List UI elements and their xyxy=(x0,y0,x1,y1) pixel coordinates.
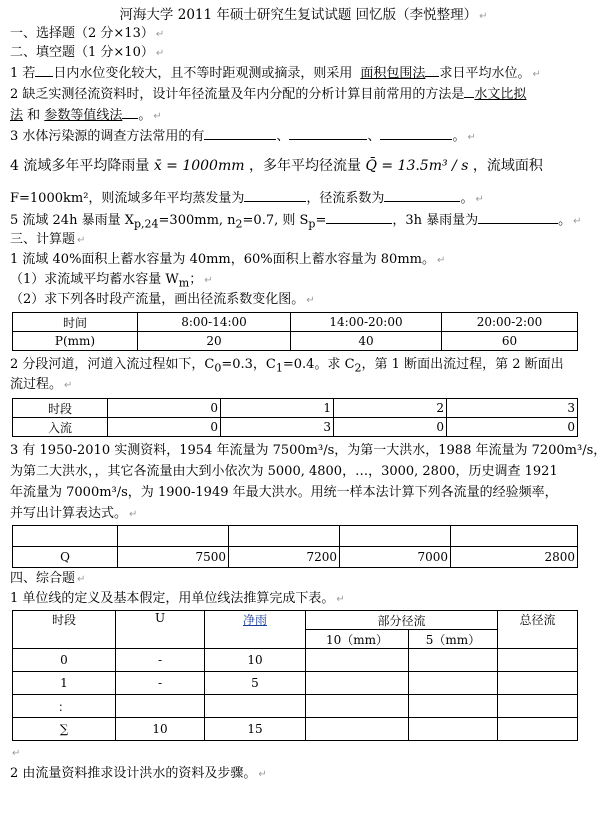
table-row xyxy=(13,611,578,630)
table-header-cell: 部分径流 xyxy=(306,611,498,630)
table-header-cell: 10（mm） xyxy=(306,630,409,649)
table-cell xyxy=(229,526,340,547)
table-cell: 10 xyxy=(116,718,205,741)
table-cell xyxy=(409,649,498,672)
table-cell xyxy=(409,672,498,695)
table-cell xyxy=(409,695,498,718)
table-cell xyxy=(498,672,578,695)
fill-question-3: 3 水体污染源的调查方法常用的有 、 、 。 ↵ xyxy=(10,129,476,144)
table-cell: 10 xyxy=(205,649,306,672)
fill-question-5: 5 流域 24h 暴雨量 $X_{p,24}=300mm$, $n_2=0.7$, 则 $S_p=$ ，3h 暴雨量为 。 ↵ xyxy=(10,213,582,231)
table-header-cell: 时段 xyxy=(13,399,108,418)
table-cell xyxy=(118,526,229,547)
table-cell: 7500 xyxy=(118,547,229,568)
table-header-cell: U xyxy=(116,611,205,649)
table-row xyxy=(13,399,578,418)
table-cell: 15 xyxy=(205,718,306,741)
table-row xyxy=(13,313,578,332)
synthesis-question-1: 1 单位线的定义及基本假定，用单位线法推算完成下表。 ↵ xyxy=(10,591,345,606)
calc-question-1: 1 流域 40%面积上蓄水容量为 40mm，60%面积上蓄水容量为 80mm。 ↵ xyxy=(10,252,446,267)
section-2-heading: 二、填空题（1 分×10） ↵ xyxy=(10,45,165,60)
blank-paragraph: ↵ xyxy=(12,748,21,759)
flow-table xyxy=(12,525,578,568)
unit-hydrograph-table xyxy=(12,610,578,741)
table-row xyxy=(13,332,578,351)
table-cell: 0 xyxy=(334,418,447,437)
table-header-cell: 14:00-20:00 xyxy=(291,313,442,332)
table-row xyxy=(13,718,578,741)
table-row xyxy=(13,672,578,695)
table-cell: 0 xyxy=(13,649,116,672)
table-cell xyxy=(340,526,451,547)
table-cell xyxy=(498,649,578,672)
synthesis-question-2: 2 由流量资料推求设计洪水的资料及步骤。 ↵ xyxy=(10,766,267,781)
table-cell xyxy=(498,695,578,718)
table-row xyxy=(13,547,578,568)
calc-question-3-line-4: 并写出计算表达式。 ↵ xyxy=(10,506,138,521)
table-cell: 0 xyxy=(447,418,578,437)
calc-question-1a: （1）求流域平均蓄水容量 $W_m$； ↵ xyxy=(10,272,213,290)
table-cell: 7200 xyxy=(229,547,340,568)
fill-question-2: 2 缺乏实测径流资料时，设计年径流量及年内分配的分析计算目前常用的方法是 水文比拟 xyxy=(10,87,527,102)
table-cell: P(mm) xyxy=(13,332,138,351)
table-cell: 40 xyxy=(291,332,442,351)
calc-question-3-line-2: 为第二大洪水，，其它各流量由大到小依次为 5000, 4800，…，3000, 2800，历史调查 1921 xyxy=(10,464,558,479)
table-cell: 入流 xyxy=(13,418,108,437)
table-cell: 60 xyxy=(442,332,578,351)
section-3-heading: 三、计算题 ↵ xyxy=(10,232,86,247)
table-cell xyxy=(13,526,118,547)
table-cell: - xyxy=(116,649,205,672)
section-1-heading: 一、选择题（2 分×13） ↵ xyxy=(10,26,165,41)
table-cell: ∑ xyxy=(13,718,116,741)
calc-question-2-cont: 流过程。 ↵ xyxy=(10,377,73,392)
calc-question-1b: （2）求下列各时段产流量，画出径流系数变化图。 ↵ xyxy=(10,292,315,307)
table-cell: 20 xyxy=(138,332,291,351)
fill-question-2-cont: 法 和 参数等值线法 。 ↵ xyxy=(10,108,162,123)
table-cell xyxy=(205,695,306,718)
table-header-cell: 20:00-2:00 xyxy=(442,313,578,332)
table-cell xyxy=(498,718,578,741)
table-cell xyxy=(306,695,409,718)
table-header-cell: 5（mm） xyxy=(409,630,498,649)
table-header-cell: 3 xyxy=(447,399,578,418)
section-4-heading: 四、综合题 ↵ xyxy=(10,571,86,586)
table-cell: 5 xyxy=(205,672,306,695)
fill-question-4-cont: F=1000km²，则流域多年平均蒸发量为 ，径流系数为 。 ↵ xyxy=(10,191,484,206)
table-cell: ： xyxy=(13,695,116,718)
table-cell xyxy=(306,649,409,672)
table-cell: 1 xyxy=(13,672,116,695)
table-header-cell: 1 xyxy=(221,399,334,418)
table-cell: 7000 xyxy=(340,547,451,568)
table-header-cell: 时间 xyxy=(13,313,138,332)
fill-question-4: 4 流域多年平均降雨量 x̄ = 1000mm ，多年平均径流量 Q̄ = 13.5m³ / s ，流域面积 xyxy=(10,158,543,174)
table-header-cell: 总径流 xyxy=(498,611,578,649)
table-row xyxy=(13,649,578,672)
rain-table xyxy=(12,312,578,351)
page-title: 河海大学 2011 年硕士研究生复试试题 回忆版（李悦整理） ↵ xyxy=(119,7,488,23)
table-cell: 3 xyxy=(221,418,334,437)
table-cell: - xyxy=(116,672,205,695)
table-header-cell: 8:00-14:00 xyxy=(138,313,291,332)
table-cell xyxy=(451,526,578,547)
table-cell: Q xyxy=(13,547,118,568)
inflow-table xyxy=(12,398,578,437)
table-row xyxy=(13,526,578,547)
table-header-cell: 净雨 xyxy=(205,611,306,649)
table-row xyxy=(13,695,578,718)
table-cell: 2800 xyxy=(451,547,578,568)
fill-question-1: 1 若 日内水位变化较大，且不等时距观测或摘录，则采用 面积包围法 求日平均水位。 ↵ xyxy=(10,66,541,81)
table-cell: 0 xyxy=(108,418,221,437)
calc-question-3-line-3: 年流量为 7000m³/s，为 1900-1949 年最大洪水。用统一样本法计算下列各流量的经验频率， xyxy=(10,485,558,500)
table-cell xyxy=(409,718,498,741)
table-row xyxy=(13,418,578,437)
table-header-cell: 2 xyxy=(334,399,447,418)
table-header-cell: 时段 xyxy=(13,611,116,649)
table-cell xyxy=(306,672,409,695)
calc-question-3-line-1: 3 有 1950-2010 实测资料，1954 年流量为 7500m³/s，为第一大洪水，1988 年流量为 7200m³/s， xyxy=(10,443,607,458)
table-cell xyxy=(306,718,409,741)
table-cell xyxy=(116,695,205,718)
table-header-cell: 0 xyxy=(108,399,221,418)
calc-question-2: 2 分段河道，河道入流过程如下，$C_0=0.3$，$C_1=0.4$。求 $C_2$，第 1 断面出流过程，第 2 断面出 xyxy=(10,357,564,375)
